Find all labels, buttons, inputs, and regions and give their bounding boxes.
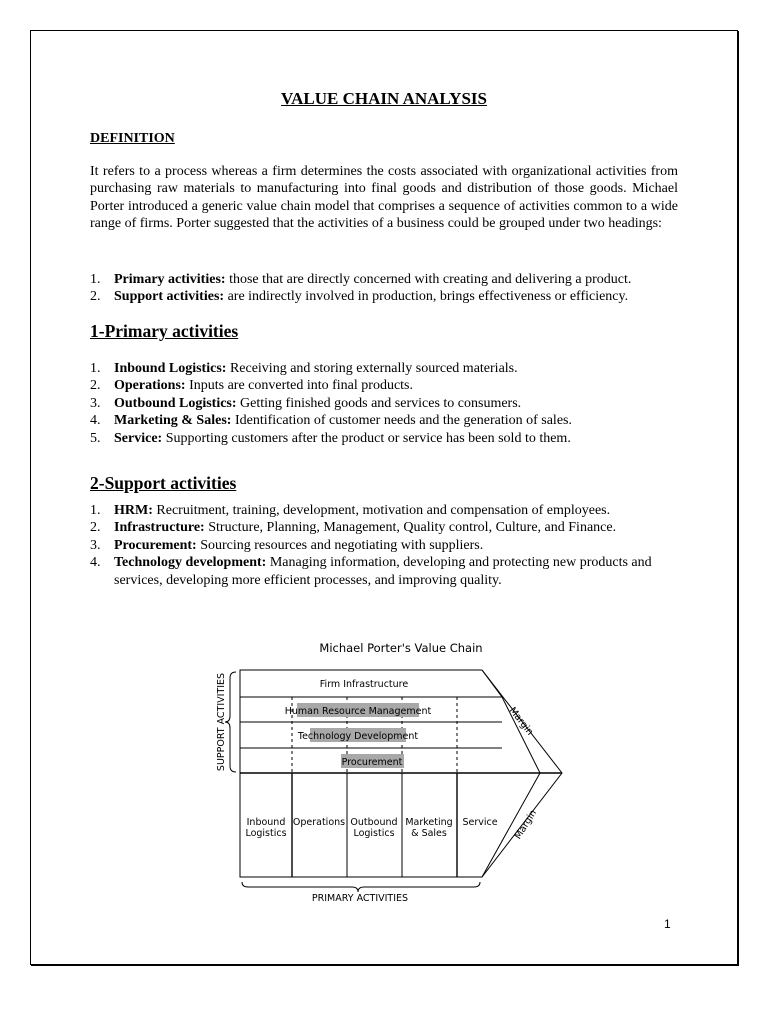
list-number: 4. <box>90 413 101 429</box>
list-item <box>90 360 690 377</box>
list-text: Getting finished goods and services to consumers. <box>236 395 522 411</box>
value-chain-diagram <box>212 636 572 906</box>
list-term: Support activities: <box>114 289 225 305</box>
list-text: those that are directly concerned with creating and delivering a product. <box>225 272 632 287</box>
list-item <box>90 395 690 412</box>
list-number: 3. <box>90 537 101 553</box>
primary-activities-label: PRIMARY ACTIVITIES <box>311 893 409 904</box>
definition-heading: DEFINITION <box>90 131 175 146</box>
list-number: 5. <box>90 430 101 446</box>
diagram-title: Michael Porter's Value Chain <box>319 641 483 655</box>
list-item <box>90 377 690 394</box>
support-row-firm-infrastructure: Firm Infrastructure <box>319 679 409 690</box>
primary-col-marketing: Marketing <box>405 817 453 828</box>
list-text: Recruitment, training, development, motivation and compensation of employees. <box>152 503 611 518</box>
list-text: are indirectly involved in production, brings effectiveness or efficiency. <box>224 289 629 305</box>
list-term: Inbound Logistics: <box>114 361 227 376</box>
primary-col-marketing-2: & Sales <box>411 828 447 839</box>
list-term: Service: <box>114 430 163 446</box>
list-number: 1. <box>90 272 101 287</box>
list-number: 3. <box>90 395 101 411</box>
list-item <box>90 554 672 589</box>
list-item <box>90 412 690 429</box>
list-term: Marketing & Sales: <box>114 413 232 429</box>
list-term: Operations: <box>114 378 186 394</box>
primary-col-outbound-2: Logistics <box>353 828 395 839</box>
support-row-technology: Technology Development <box>297 731 419 742</box>
list-text: Identification of customer needs and the generation of sales. <box>231 413 572 429</box>
list-number: 2. <box>90 378 101 394</box>
primary-col-inbound: Inbound <box>246 817 286 828</box>
list-text: Inputs are converted into final products. <box>185 378 413 394</box>
support-activities-label: SUPPORT ACTIVITIES <box>216 672 227 772</box>
list-text: Structure, Planning, Management, Quality control, Culture, and Finance. <box>204 520 617 536</box>
list-term: Procurement: <box>114 537 197 553</box>
primary-col-operations: Operations <box>292 817 346 828</box>
definition-paragraph: It refers to a process whereas a firm determines the costs associated with organizational activities from purchasing raw materials to manufacturing into final goods and distribution of those goods. Michael Porter introduced a generic value chain model that comprises a sequence of activities common to a wide range of firms. Porter suggested that the activities of a business could be grouped under two headings: <box>90 164 678 232</box>
list-item <box>90 271 690 288</box>
page-title: VALUE CHAIN ANALYSIS <box>281 89 487 108</box>
margin-divider-top <box>502 697 540 773</box>
list-item <box>90 502 672 519</box>
support-activities-heading: 2-Support activities <box>90 473 237 493</box>
list-text: Sourcing resources and negotiating with suppliers. <box>196 537 484 553</box>
primary-activities-heading: 1-Primary activities <box>90 321 239 341</box>
list-item <box>90 519 672 536</box>
list-term: Outbound Logistics: <box>114 395 237 411</box>
list-item <box>90 430 690 447</box>
margin-label-bottom: Margin <box>512 807 540 842</box>
list-number: 4. <box>90 555 101 571</box>
list-term: HRM: <box>114 503 153 518</box>
list-number: 1. <box>90 361 101 376</box>
page-number: 1 <box>664 917 671 931</box>
list-text: Managing information, developing and protecting new products and services, developing more efficient processes, and improving quality. <box>114 555 652 588</box>
list-item <box>90 288 690 305</box>
support-row-hrm: Human Resource Management <box>284 706 432 717</box>
list-number: 2. <box>90 520 101 536</box>
primary-col-service: Service <box>462 817 498 828</box>
list-term: Primary activities: <box>114 272 226 287</box>
definition-list <box>90 271 690 306</box>
primary-col-outbound: Outbound <box>350 817 398 828</box>
margin-divider-top <box>482 670 502 697</box>
list-number: 1. <box>90 503 101 518</box>
list-text: Receiving and storing externally sourced materials. <box>226 361 518 376</box>
support-activities-list <box>90 502 672 589</box>
list-term: Infrastructure: <box>114 520 205 536</box>
list-number: 2. <box>90 289 101 305</box>
primary-brace <box>242 882 480 892</box>
primary-activities-list <box>90 360 690 447</box>
list-term: Technology development: <box>114 555 267 571</box>
list-text: Supporting customers after the product or service has been sold to them. <box>162 430 571 446</box>
margin-label-top: Margin <box>506 705 536 738</box>
primary-col-inbound-2: Logistics <box>245 828 287 839</box>
list-item <box>90 537 672 554</box>
support-row-procurement: Procurement <box>341 757 403 768</box>
